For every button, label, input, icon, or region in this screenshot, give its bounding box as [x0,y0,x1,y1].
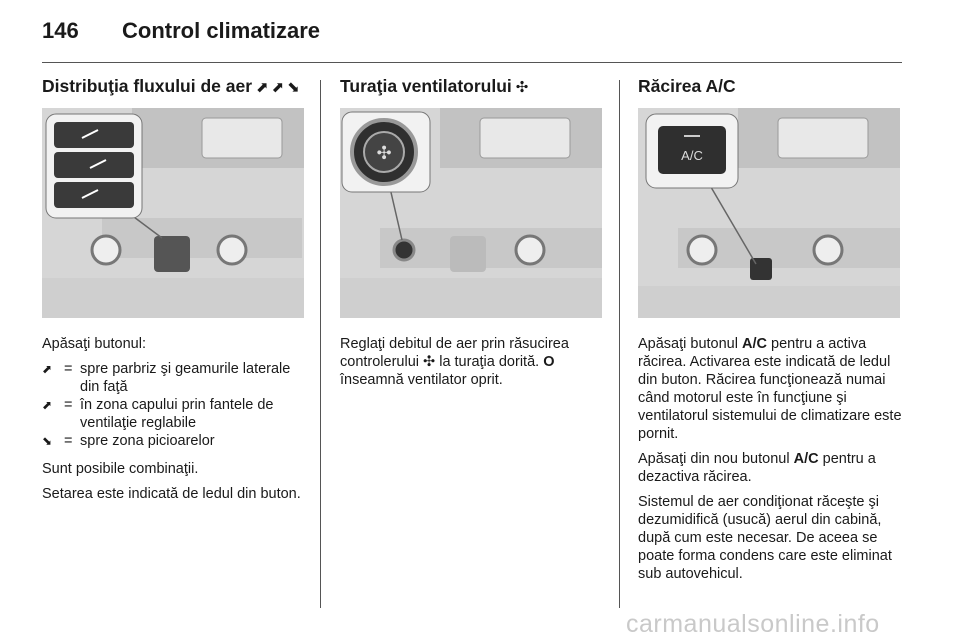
column-divider [320,80,321,608]
column-divider [619,80,620,608]
airflow-intro: Apăsaţi butonul: [42,336,146,352]
ac-button-photo [638,108,900,318]
ac-para3: Sistemul de aer condiţionat răceşte şi dezumidifică (usucă) aerul din cabină, după cum este necesar. De aceea se poate forma condens care este eliminat sub autovehicul. [638,494,892,582]
section-title-ac: Răcirea A/C [638,76,736,96]
ac-text [638,335,904,590]
ac-para1: Apăsaţi butonul A/C pentru a activa răcirea. Activarea este indicată de ledul din buton. Răcirea funcţionează numai când motorul este în funcţiune şi ventilatorul sistemului de climatizare este pornit. [638,336,902,442]
ac-para2: Apăsaţi din nou butonul A/C pentru a dezactiva răcirea. [638,451,876,485]
section-title-airflow: Distribuţia fluxului de aer ⬈⬈⬊ [42,76,303,96]
airflow-buttons-photo [42,108,304,318]
windscreen-airflow-icon: ⬈ [42,362,53,376]
fan-paragraph: Reglaţi debitul de aer prin răsucirea controlerului ✣ la turaţia dorită. O înseamnă ventilator oprit. [340,336,569,388]
airflow-item-head: ⬈ = în zona capului prin fantele de ventilaţie reglabile [42,397,274,431]
airflow-para1: Sunt posibile combinaţii. [42,461,199,477]
airflow-item-windscreen: ⬈ = spre parbriz şi geamurile laterale din faţă [42,361,291,395]
head-airflow-icon: ⬈ [42,398,53,412]
ac-button-label: A/C [793,451,819,467]
airflow-para2: Setarea este indicată de ledul din buton. [42,486,301,502]
airflow-text [42,335,304,510]
fan-inline-icon: ✣ [423,354,436,370]
section-title-fan: Turaţia ventilatorului ✣ [340,76,532,96]
svg-text:✣: ✣ [376,143,392,164]
watermark: carmanualsonline.info [626,610,880,638]
ac-button-label: A/C [742,336,767,352]
airflow-definitions [42,360,304,450]
foot-airflow-icon: ⬊ [42,434,53,448]
page-header [42,14,902,63]
fan-icon: ✣ [515,79,532,96]
fan-text [340,335,605,396]
airflow-mode-icon: ⬈⬈⬊ [256,79,303,96]
ac-photo-label: A/C [681,148,703,163]
fan-knob-photo [340,108,602,318]
fan-off-symbol: O [543,354,555,370]
page-number: 146 [42,18,79,43]
chapter-title: Control climatizare [122,18,321,43]
airflow-item-foot: ⬊ = spre zona picioarelor [42,433,215,449]
